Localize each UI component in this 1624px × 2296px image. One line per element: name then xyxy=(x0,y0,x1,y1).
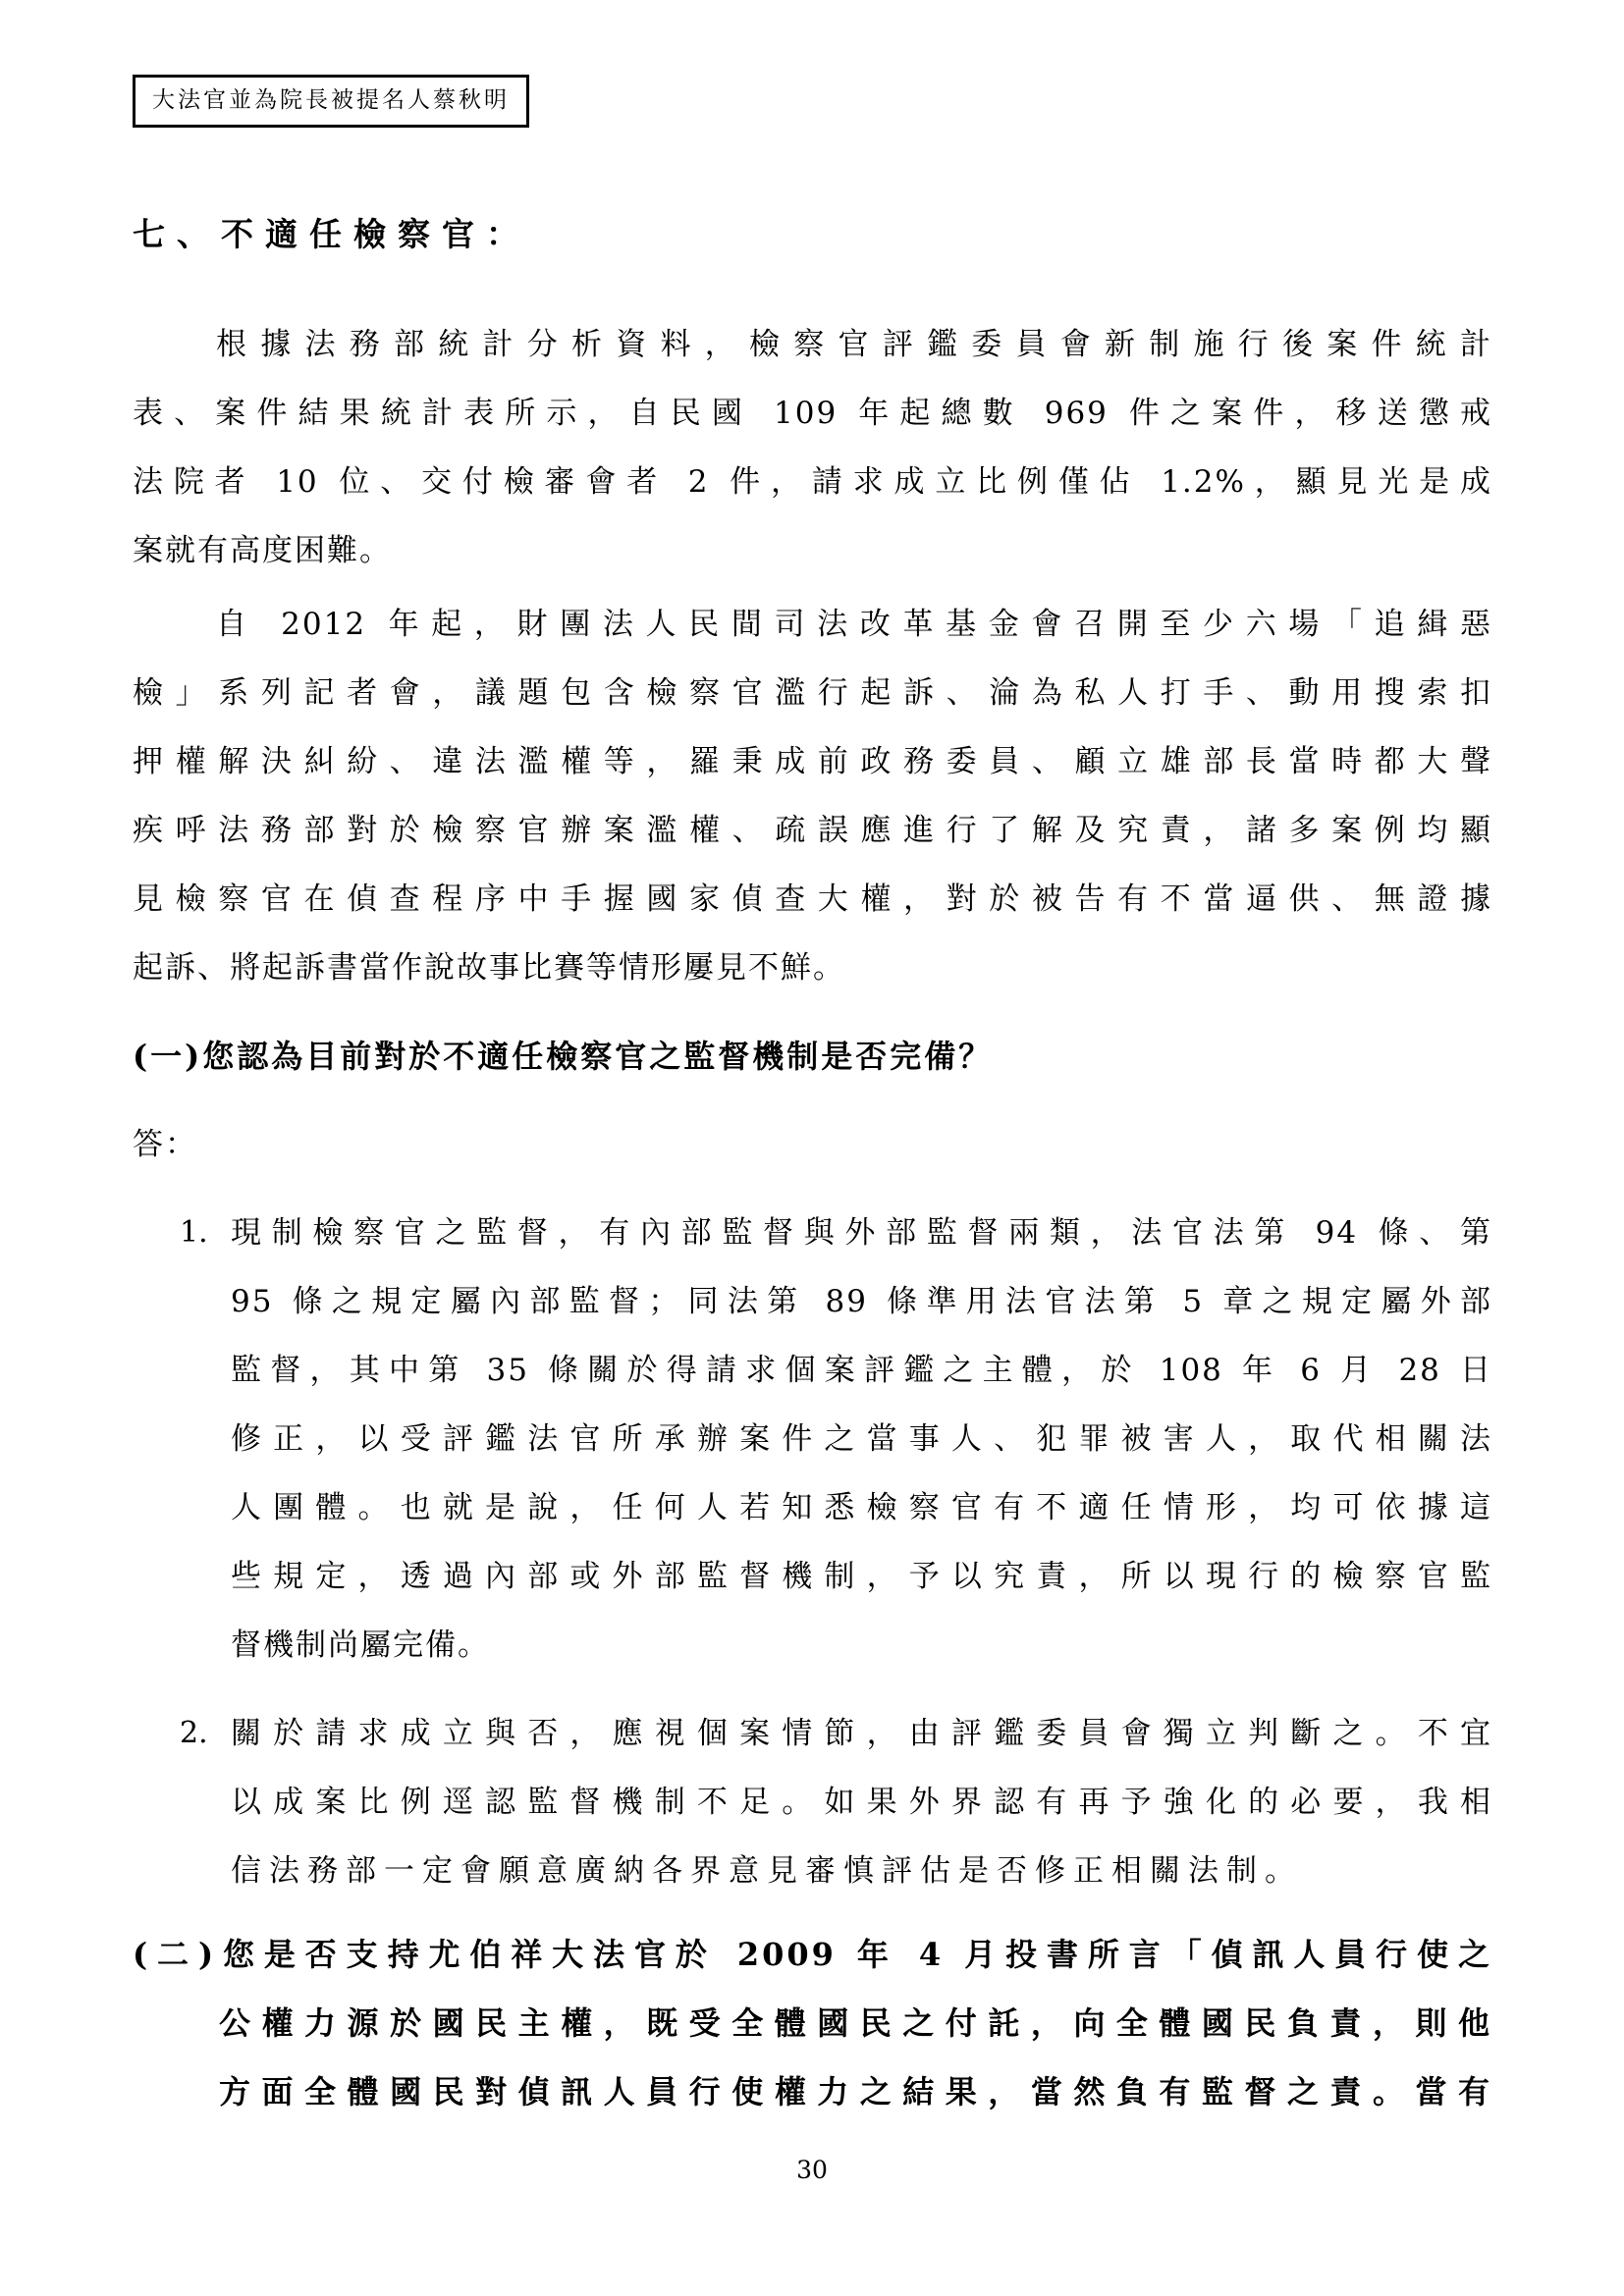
answer-item-2 xyxy=(180,1699,1492,1905)
body-line: 疾呼法務部對於檢察官辦案濫權、疏誤應進行了解及究責，諸多案例均顯 xyxy=(133,813,1492,848)
paragraph-press-conferences xyxy=(133,590,1492,1002)
question-1 xyxy=(133,1022,1492,1091)
nominee-header-box xyxy=(133,75,529,128)
body-line: 檢」系列記者會，議題包含檢察官濫行起訴、淪為私人打手、動用搜索扣 xyxy=(133,675,1492,711)
body-line: 些規定，透過內部或外部監督機制，予以究責，所以現行的檢察官監 xyxy=(231,1559,1492,1594)
question-2-line: (二)您是否支持尤伯祥大法官於 2009 年 4 月投書所言「偵訊人員行使之 xyxy=(133,1936,1492,1973)
body-line: 案就有高度困難。 xyxy=(133,533,392,568)
body-line: 現制檢察官之監督，有內部監督與外部監督兩類，法官法第 94 條、第 xyxy=(231,1215,1492,1251)
question-2 xyxy=(133,1920,1492,2126)
body-line: 表、案件結果統計表所示，自民國 109 年起總數 969 件之案件，移送懲戒 xyxy=(133,396,1492,431)
body-line: 關於請求成立與否，應視個案情節，由評鑑委員會獨立判斷之。不宜 xyxy=(231,1716,1492,1751)
answer-label xyxy=(133,1110,1492,1179)
body-line: 人團體。也就是說，任何人若知悉檢察官有不適任情形，均可依據這 xyxy=(231,1490,1492,1525)
body-line: 督機制尚屬完備。 xyxy=(231,1628,490,1663)
section-title: 七、不適任檢察官： xyxy=(133,215,530,253)
question-2-line: 公權力源於國民主權，既受全體國民之付託，向全體國民負責，則他 xyxy=(219,2004,1492,2042)
body-line: 自 2012 年起，財團法人民間司法改革基金會召開至少六場「追緝惡 xyxy=(216,607,1492,642)
answer-label-text: 答： xyxy=(133,1127,197,1162)
body-line: 以成案比例逕認監督機制不足。如果外界認有再予強化的必要，我相 xyxy=(231,1785,1492,1820)
body-line: 95 條之規定屬內部監督；同法第 89 條準用法官法第 5 章之規定屬外部 xyxy=(231,1284,1492,1319)
body-line: 見檢察官在偵查程序中手握國家偵查大權，對於被告有不當逼供、無證據 xyxy=(133,881,1492,917)
body-line: 押權解決糾紛、違法濫權等，羅秉成前政務委員、顧立雄部長當時都大聲 xyxy=(133,744,1492,779)
answer-item-1 xyxy=(180,1199,1492,1680)
question-2-line: 方面全體國民對偵訊人員行使權力之結果，當然負有監督之責。當有 xyxy=(219,2073,1492,2110)
body-line: 根據法務部統計分析資料，檢察官評鑑委員會新制施行後案件統計 xyxy=(216,327,1492,362)
nominee-label: 大法官並為院長被提名人蔡秋明 xyxy=(152,87,510,113)
page-number: 30 xyxy=(796,2156,828,2184)
paragraph-statistics xyxy=(133,310,1492,585)
item-number: 2. xyxy=(180,1716,208,1750)
body-line: 法院者 10 位、交付檢審會者 2 件，請求成立比例僅佔 1.2%，顯見光是成 xyxy=(133,464,1492,500)
body-line: 信法務部一定會願意廣納各界意見審慎評估是否修正相關法制。 xyxy=(231,1853,1303,1889)
body-line: 起訴、將起訴書當作說故事比賽等情形屢見不鮮。 xyxy=(133,950,845,986)
question-1-text: (一)您認為目前對於不適任檢察官之監督機制是否完備？ xyxy=(133,1038,994,1075)
item-number: 1. xyxy=(180,1215,208,1250)
body-line: 監督，其中第 35 條關於得請求個案評鑑之主體，於 108 年 6 月 28 日 xyxy=(231,1353,1492,1388)
body-line: 修正，以受評鑑法官所承辦案件之當事人、犯罪被害人，取代相關法 xyxy=(231,1421,1492,1457)
